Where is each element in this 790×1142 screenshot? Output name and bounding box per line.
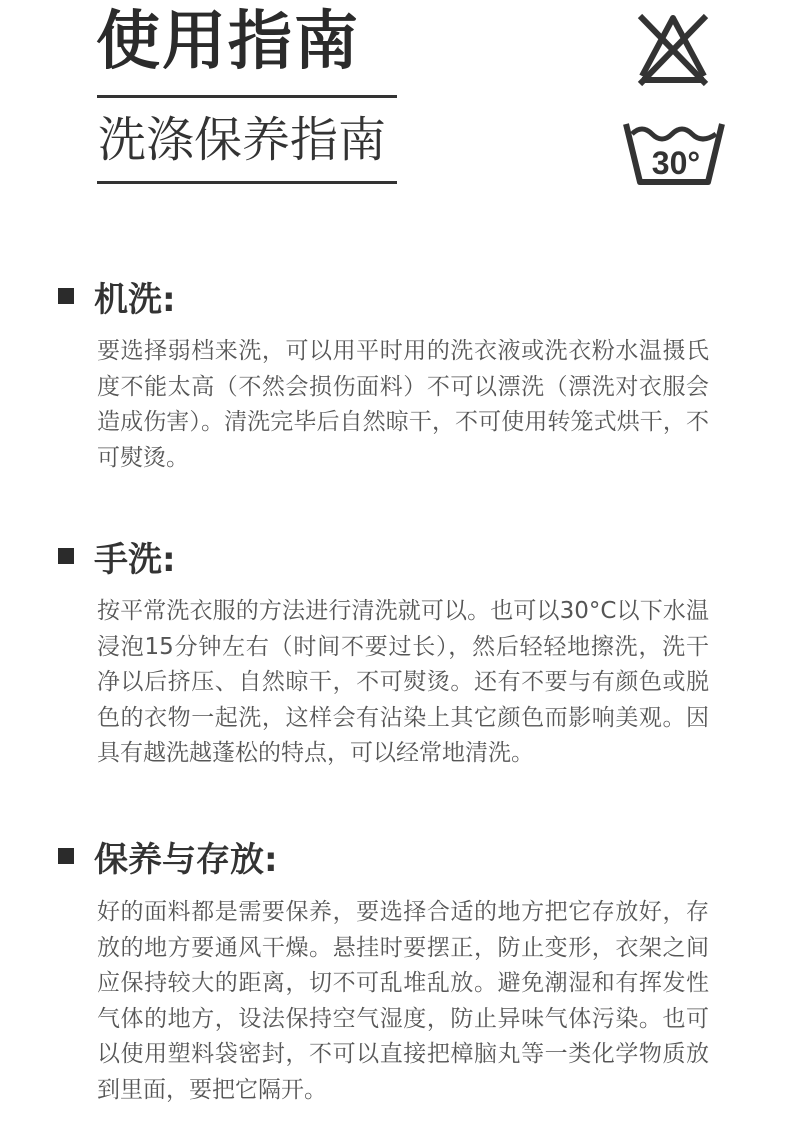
section-heading-text: 手洗:: [94, 539, 176, 580]
section-heading-care-storage: [58, 834, 278, 878]
title-rule-top: [97, 95, 397, 98]
section-body-care-storage: 好的面料都是需要保养，要选择合适的地方把它存放好，存放的地方要通风干燥。悬挂时要摆正，防止变形，衣架之间应保持较大的距离，切不可乱堆乱放。避免潮湿和有挥发性气体的地方，设法保持空气湿度，防止异味气体污染。也可以使用塑料袋密封，不可以直接把樟脑丸等一类化学物质放到里面，要把它隔开。: [97, 899, 709, 1103]
section-body-machine-wash: 要选择弱档来洗，可以用平时用的洗衣液或洗衣粉水温摄氏度不能太高（不然会损伤面料）不可以漂洗（漂洗对衣服会造成伤害）。清洗完毕后自然晾干，不可使用转笼式烘干，不可熨烫。: [97, 338, 709, 471]
wash-30-icon: [622, 118, 726, 186]
page-title: 使用指南: [96, 5, 360, 79]
section-heading-hand-wash: [58, 534, 176, 578]
bullet-icon: [58, 288, 74, 304]
page-subtitle: 洗涤保养指南: [98, 112, 387, 168]
section-heading-text: 机洗:: [94, 279, 176, 320]
section-body-hand-wash: 按平常洗衣服的方法进行清洗就可以。也可以30°C以下水温浸泡15分钟左右（时间不要过长），然后轻轻地擦洗，洗干净以后挤压、自然晾干，不可熨烫。还有不要与有颜色或脱色的衣物一起洗，这样会有沾染上其它颜色而影响美观。因具有越洗越蓬松的特点，可以经常地清洗。: [97, 598, 709, 766]
bullet-icon: [58, 848, 74, 864]
section-heading-text: 保养与存放:: [94, 839, 278, 880]
bullet-icon: [58, 548, 74, 564]
title-rule-bottom: [97, 181, 397, 184]
section-heading-machine-wash: [58, 274, 176, 318]
do-not-wash-icon: [632, 8, 714, 90]
wash-temp-label: 30°: [651, 145, 701, 181]
